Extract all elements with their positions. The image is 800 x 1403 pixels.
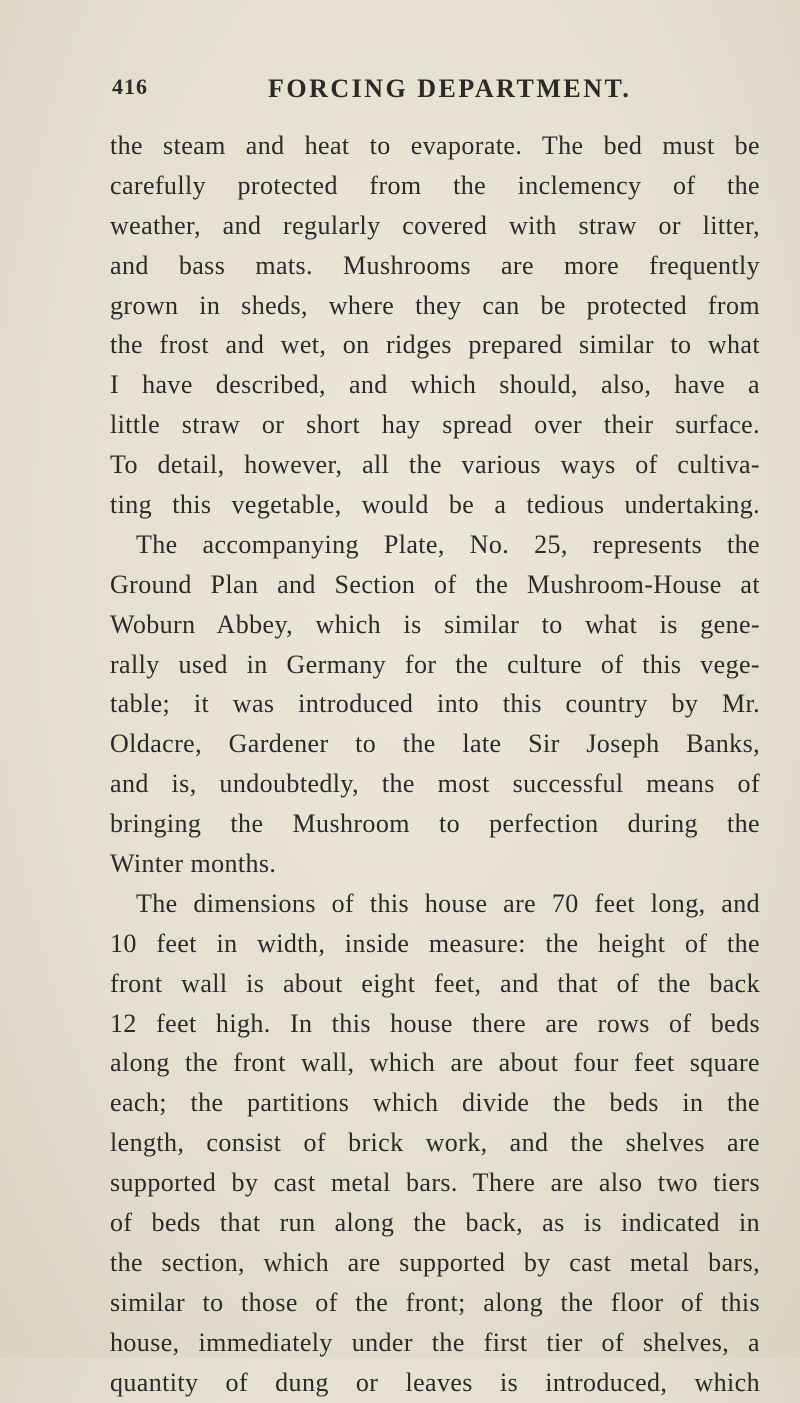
- text-line: I have described, and which should, also, have a: [110, 370, 760, 400]
- paragraph-end-line: Winter months.: [110, 849, 277, 879]
- text-line: supported by cast metal bars. There are also two tiers: [110, 1168, 760, 1198]
- text-line: Ground Plan and Section of the Mushroom-House at: [110, 569, 760, 599]
- text-line: Woburn Abbey, which is similar to what is gene-: [110, 609, 760, 639]
- text-line: and bass mats. Mushrooms are more frequently: [110, 250, 760, 280]
- text-line: table; it was introduced into this country by Mr.: [110, 689, 760, 719]
- text-line: the section, which are supported by cast metal bars,: [110, 1247, 760, 1277]
- page-number: 416: [112, 74, 148, 99]
- text-line: weather, and regularly covered with straw or litter,: [110, 210, 760, 240]
- text-line: each; the partitions which divide the beds in the: [110, 1088, 760, 1118]
- text-line: ting this vegetable, would be a tedious undertaking.: [110, 490, 760, 520]
- page-header: [112, 74, 752, 114]
- text-line: rally used in Germany for the culture of this vege-: [110, 649, 760, 679]
- text-line: little straw or short hay spread over their surface.: [110, 410, 760, 440]
- paragraph-start-line: The dimensions of this house are 70 feet long, and: [136, 888, 760, 918]
- text-line: front wall is about eight feet, and that of the back: [110, 968, 760, 998]
- text-line: length, consist of brick work, and the shelves are: [110, 1128, 760, 1158]
- text-line: 12 feet high. In this house there are rows of beds: [110, 1008, 760, 1038]
- text-line: of beds that run along the back, as is indicated in: [110, 1208, 760, 1238]
- text-line: quantity of dung or leaves is introduced, which: [110, 1367, 760, 1397]
- body-text: [110, 126, 760, 1403]
- text-line: 10 feet in width, inside measure: the height of the: [110, 928, 760, 958]
- text-line: the frost and wet, on ridges prepared similar to what: [110, 330, 760, 360]
- text-line: carefully protected from the inclemency of the: [110, 170, 760, 200]
- text-line: similar to those of the front; along the floor of this: [110, 1287, 760, 1317]
- text-line: To detail, however, all the various ways of cultiva-: [110, 450, 760, 480]
- paragraph-start-line: The accompanying Plate, No. 25, represents the: [136, 529, 760, 559]
- text-line: the steam and heat to evaporate. The bed must be: [110, 131, 760, 160]
- text-line: and is, undoubtedly, the most successful means of: [110, 769, 760, 799]
- text-line: along the front wall, which are about four feet square: [110, 1048, 760, 1078]
- text-line: grown in sheds, where they can be protected from: [110, 290, 760, 320]
- text-line: Oldacre, Gardener to the late Sir Joseph Banks,: [110, 729, 760, 759]
- text-line: house, immediately under the first tier of shelves, a: [110, 1327, 760, 1357]
- text-line: bringing the Mushroom to perfection during the: [110, 809, 760, 839]
- running-title: FORCING DEPARTMENT.: [268, 74, 632, 103]
